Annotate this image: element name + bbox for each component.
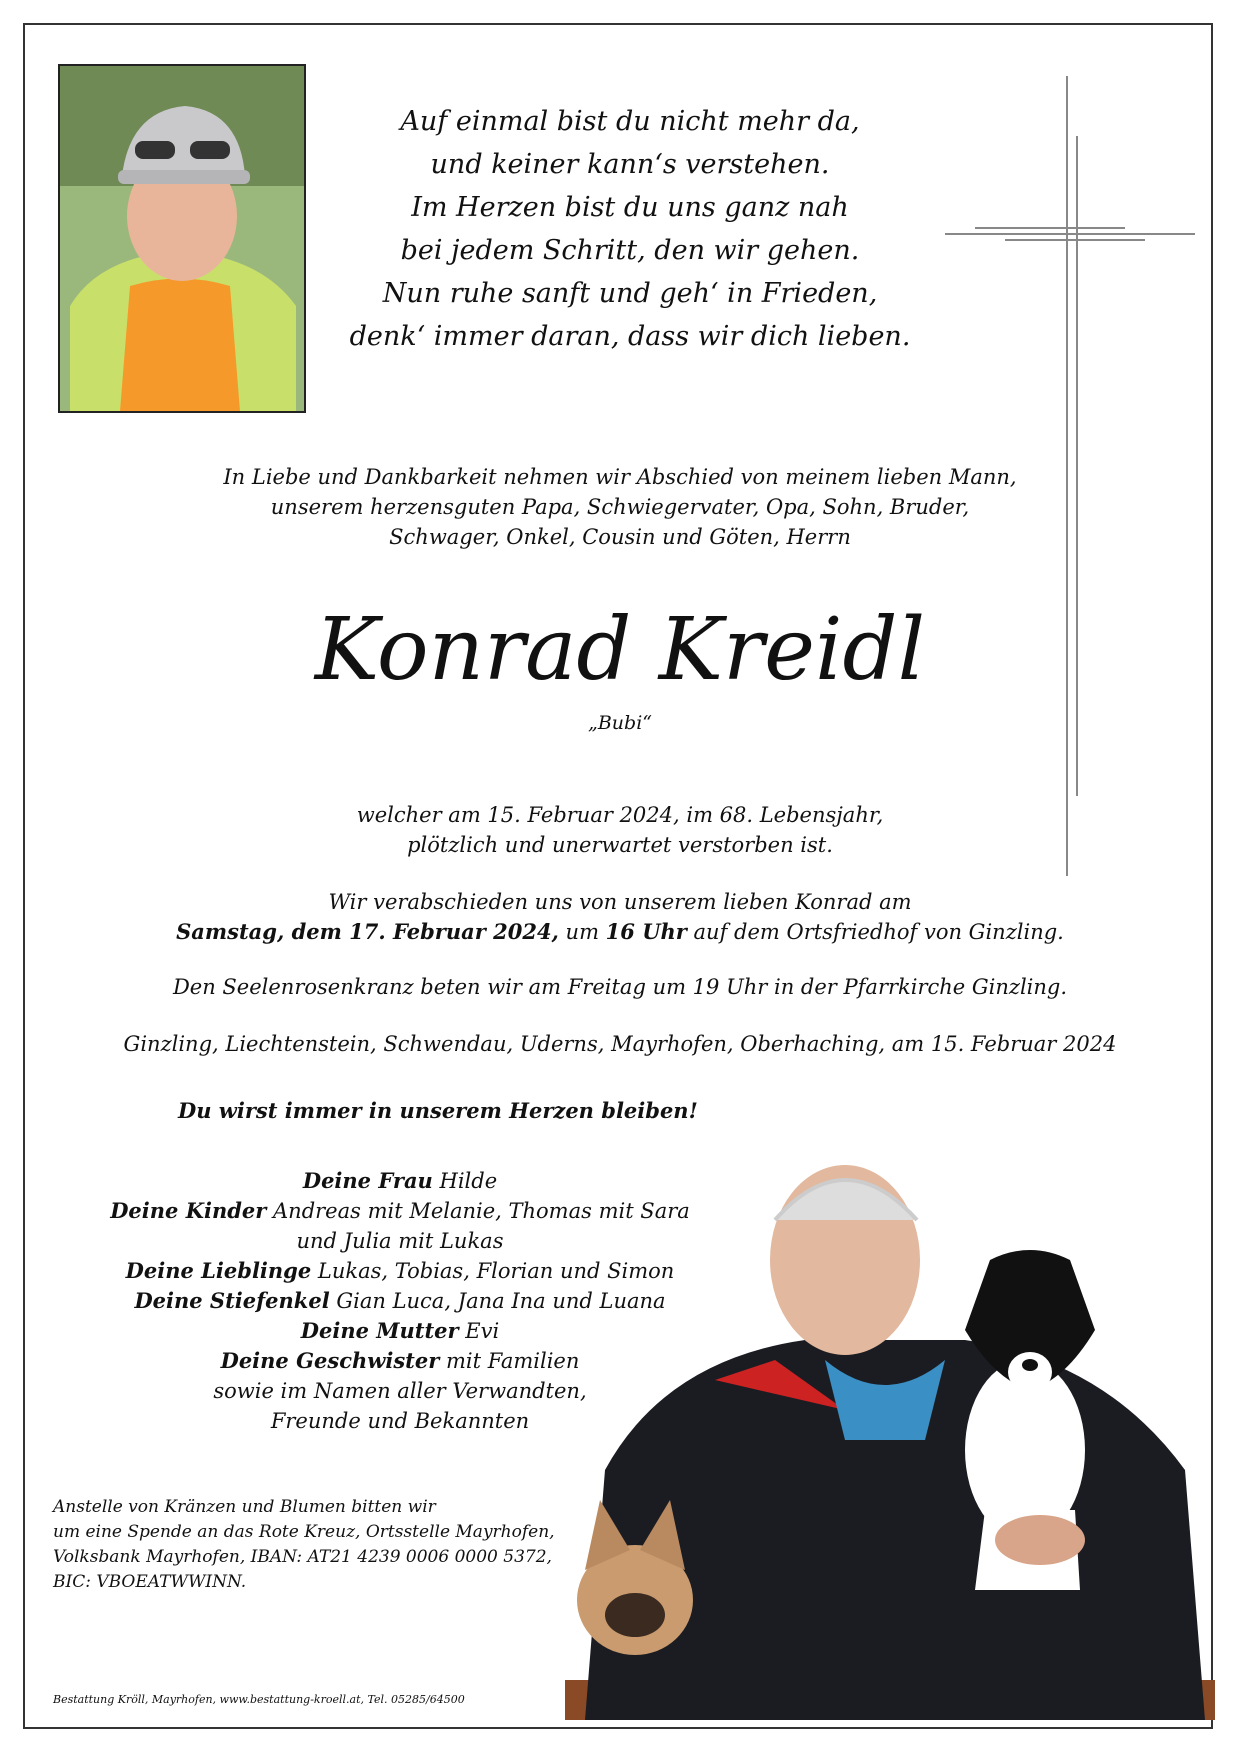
mourner-names: Gian Luca, Jana Ina und Luana (329, 1289, 666, 1313)
death-line: welcher am 15. Februar 2024, im 68. Lebensjahr, (356, 803, 884, 827)
mourner-names: und Julia mit Lukas (296, 1229, 504, 1253)
portrait-photo (58, 64, 306, 413)
funeral-time: 16 Uhr (605, 919, 687, 944)
poem-line: und keiner kann‘s verstehen. (430, 149, 830, 180)
mourner-role: Deine Geschwister (220, 1348, 440, 1373)
mourner-names: Hilde (432, 1169, 498, 1193)
donation-line: Anstelle von Kränzen und Blumen bitten wir (53, 1497, 436, 1517)
place-date: Ginzling, Liechtenstein, Schwendau, Uderns, Mayrhofen, Oberhaching, am 15. Februar 2024 (123, 1032, 1117, 1056)
poem-line: Im Herzen bist du uns ganz nah (411, 192, 849, 223)
photo-man-with-dogs (545, 1110, 1215, 1720)
donation-line: Volksbank Mayrhofen, IBAN: AT21 4239 0006 0000 5372, (53, 1547, 552, 1567)
intro-line: unserem herzensguten Papa, Schwiegervater, Opa, Sohn, Bruder, (270, 495, 970, 519)
intro-line: In Liebe und Dankbarkeit nehmen wir Abschied von meinem lieben Mann, (223, 465, 1017, 489)
mourner-role: Deine Kinder (110, 1198, 267, 1223)
mourner-names: Andreas mit Melanie, Thomas mit Sara (266, 1199, 690, 1223)
donation-request (53, 1495, 573, 1595)
mourner-names: Freunde und Bekannten (270, 1409, 530, 1433)
donation-line: um eine Spende an das Rote Kreuz, Ortsstelle Mayrhofen, (53, 1522, 555, 1542)
poem-line: Auf einmal bist du nicht mehr da, (400, 106, 860, 137)
mourner-role: Deine Lieblinge (125, 1258, 312, 1283)
mourner-role: Deine Frau (302, 1168, 433, 1193)
funeral-line: Wir verabschieden uns von unserem lieben Konrad am (328, 890, 912, 914)
poem (340, 100, 920, 358)
deceased-name: Konrad Kreidl (314, 600, 926, 700)
funeral-at: um (558, 920, 606, 944)
mourner-names: Evi (458, 1319, 500, 1343)
mourner-role: Deine Mutter (300, 1318, 459, 1343)
poem-line: bei jedem Schritt, den wir gehen. (400, 235, 860, 266)
rosary-info: Den Seelenrosenkranz beten wir am Freitag um 19 Uhr in der Pfarrkirche Ginzling. (172, 975, 1068, 999)
intro-line: Schwager, Onkel, Cousin und Göten, Herrn (389, 525, 851, 549)
mourner-names: mit Familien (439, 1349, 580, 1373)
death-notice (270, 800, 970, 860)
nickname: „Bubi“ (588, 712, 652, 734)
mourner-names: Lukas, Tobias, Florian und Simon (311, 1259, 675, 1283)
funeral-line (150, 917, 1090, 947)
poem-line: Nun ruhe sanft und geh‘ in Frieden, (382, 278, 878, 309)
intro-text (180, 462, 1060, 552)
donation-line: BIC: VBOEATWWINN. (53, 1572, 247, 1592)
death-line: plötzlich und unerwartet verstorben ist. (407, 833, 833, 857)
mourner-names: sowie im Namen aller Verwandten, (213, 1379, 587, 1403)
always-in-hearts: Du wirst immer in unserem Herzen bleiben! (178, 1098, 698, 1123)
mourner-role: Deine Stiefenkel (134, 1288, 330, 1313)
funeral-home-footer: Bestattung Kröll, Mayrhofen, www.bestattung-kroell.at, Tel. 05285/64500 (53, 1693, 465, 1706)
funeral-info (150, 887, 1090, 947)
poem-line: denk‘ immer daran, dass wir dich lieben. (349, 321, 911, 352)
funeral-place: auf dem Ortsfriedhof von Ginzling. (686, 920, 1064, 944)
funeral-date: Samstag, dem 17. Februar 2024, (176, 919, 559, 944)
